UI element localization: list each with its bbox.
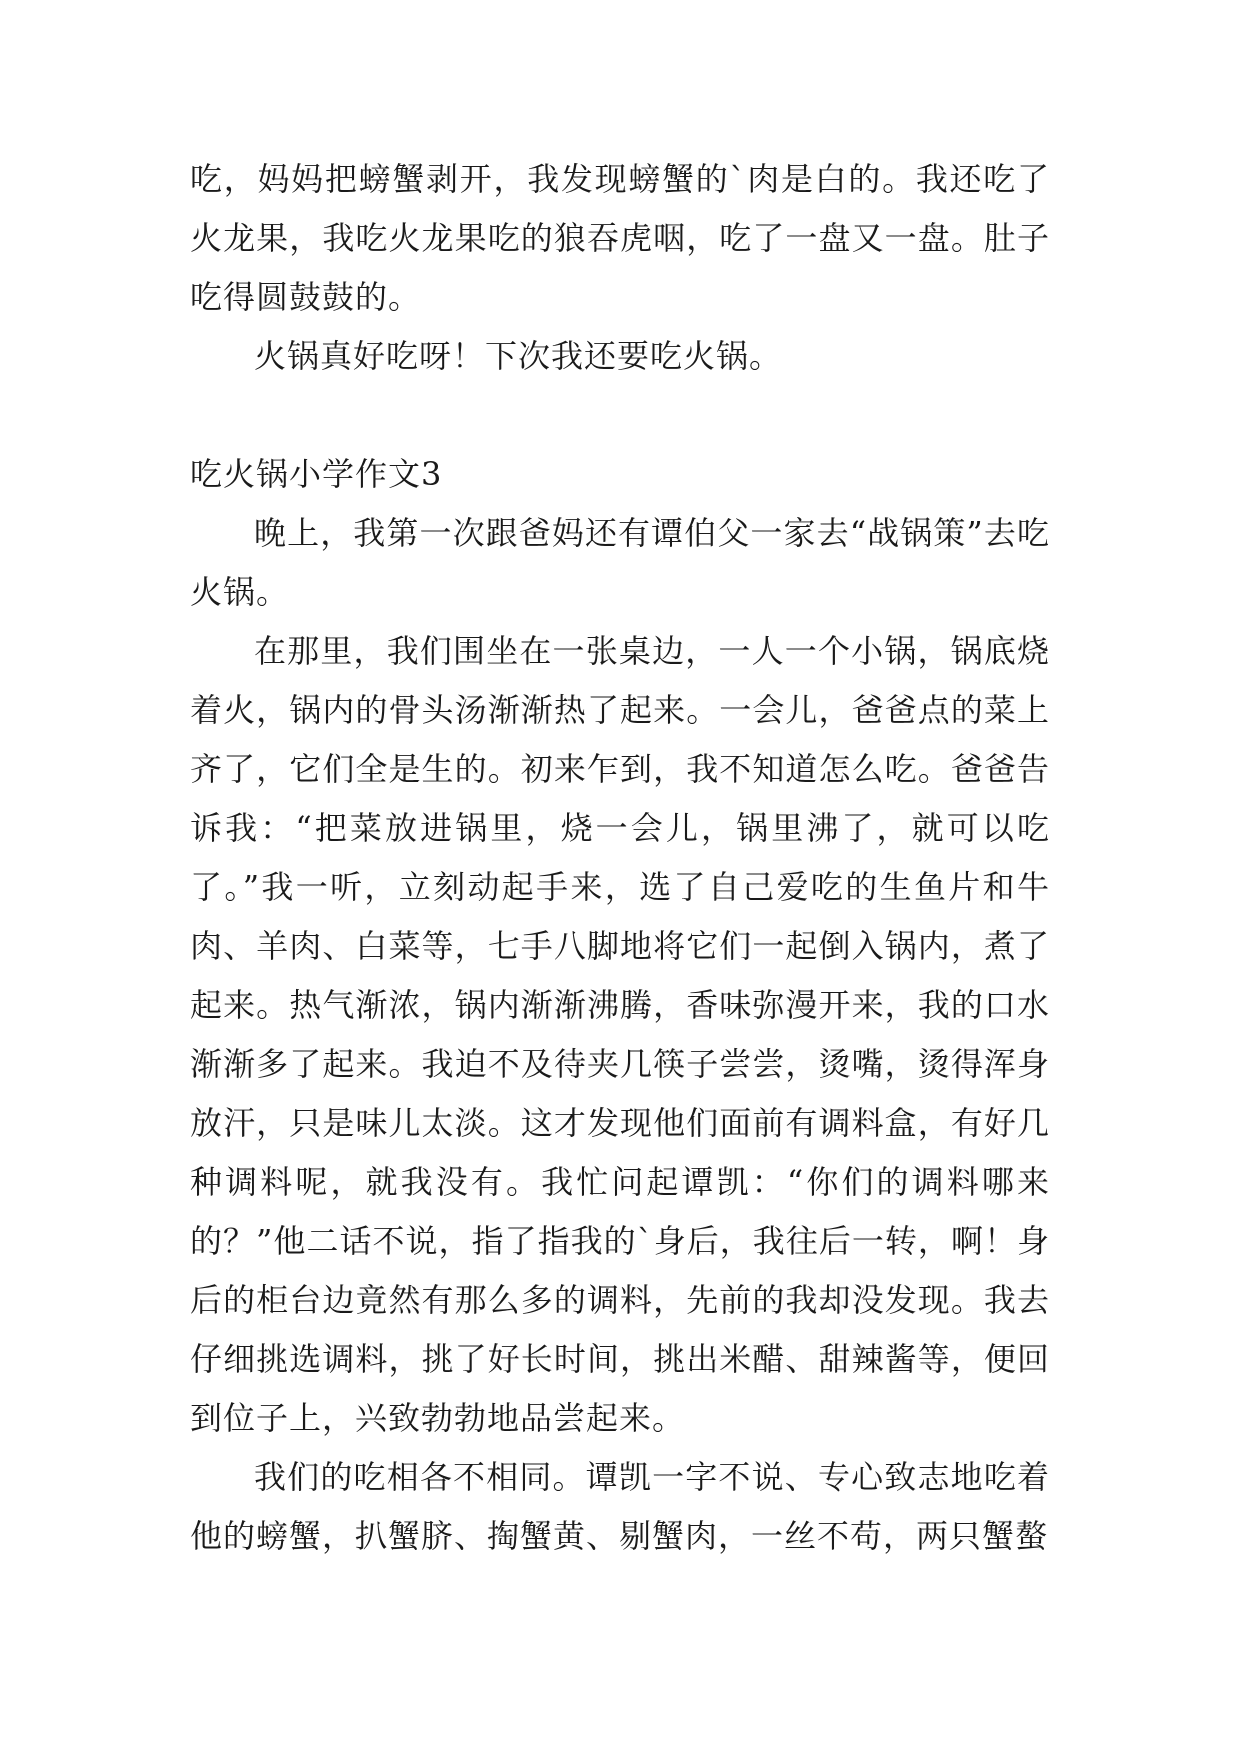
paragraph-conclusion: 火锅真好吃呀！下次我还要吃火锅。	[254, 337, 783, 375]
paragraph-continuation: 吃，妈妈把螃蟹剥开，我发现螃蟹的`肉是白的。我还吃了火龙果，我吃火龙果吃的狼吞虎咽，吃了一盘又一盘。肚子吃得圆鼓鼓的。	[190, 160, 1050, 316]
document-body	[190, 150, 1050, 1566]
paragraph-eating: 我们的吃相各不相同。谭凯一字不说、专心致志地吃着他的螃蟹，扒蟹脐、掏蟹黄、剔蟹肉，一丝不苟，两只蟹螯	[190, 1458, 1050, 1555]
paragraph-gap	[190, 386, 1050, 445]
essay-heading: 吃火锅小学作文3	[190, 455, 443, 493]
paragraph-main: 在那里，我们围坐在一张桌边，一人一个小锅，锅底烧着火，锅内的骨头汤渐渐热了起来。一会儿，爸爸点的菜上齐了，它们全是生的。初来乍到，我不知道怎么吃。爸爸告诉我：“把菜放进锅里，烧一会儿，锅里沸了，就可以吃了。”我一听，立刻动起手来，选了自己爱吃的生鱼片和牛肉、羊肉、白菜等，七手八脚地将它们一起倒入锅内，煮了起来。热气渐浓，锅内渐渐沸腾，香味弥漫开来，我的口水渐渐多了起来。我迫不及待夹几筷子尝尝，烫嘴，烫得浑身放汗，只是味儿太淡。这才发现他们面前有调料盒，有好几种调料呢，就我没有。我忙问起谭凯：“你们的调料哪来的？”他二话不说，指了指我的`身后，我往后一转，啊！身后的柜台边竟然有那么多的调料，先前的我却没发现。我去仔细挑选调料，挑了好长时间，挑出米醋、甜辣酱等，便回到位子上，兴致勃勃地品尝起来。	[190, 632, 1050, 1437]
paragraph-intro: 晚上，我第一次跟爸妈还有谭伯父一家去“战锅策”去吃火锅。	[190, 514, 1050, 611]
